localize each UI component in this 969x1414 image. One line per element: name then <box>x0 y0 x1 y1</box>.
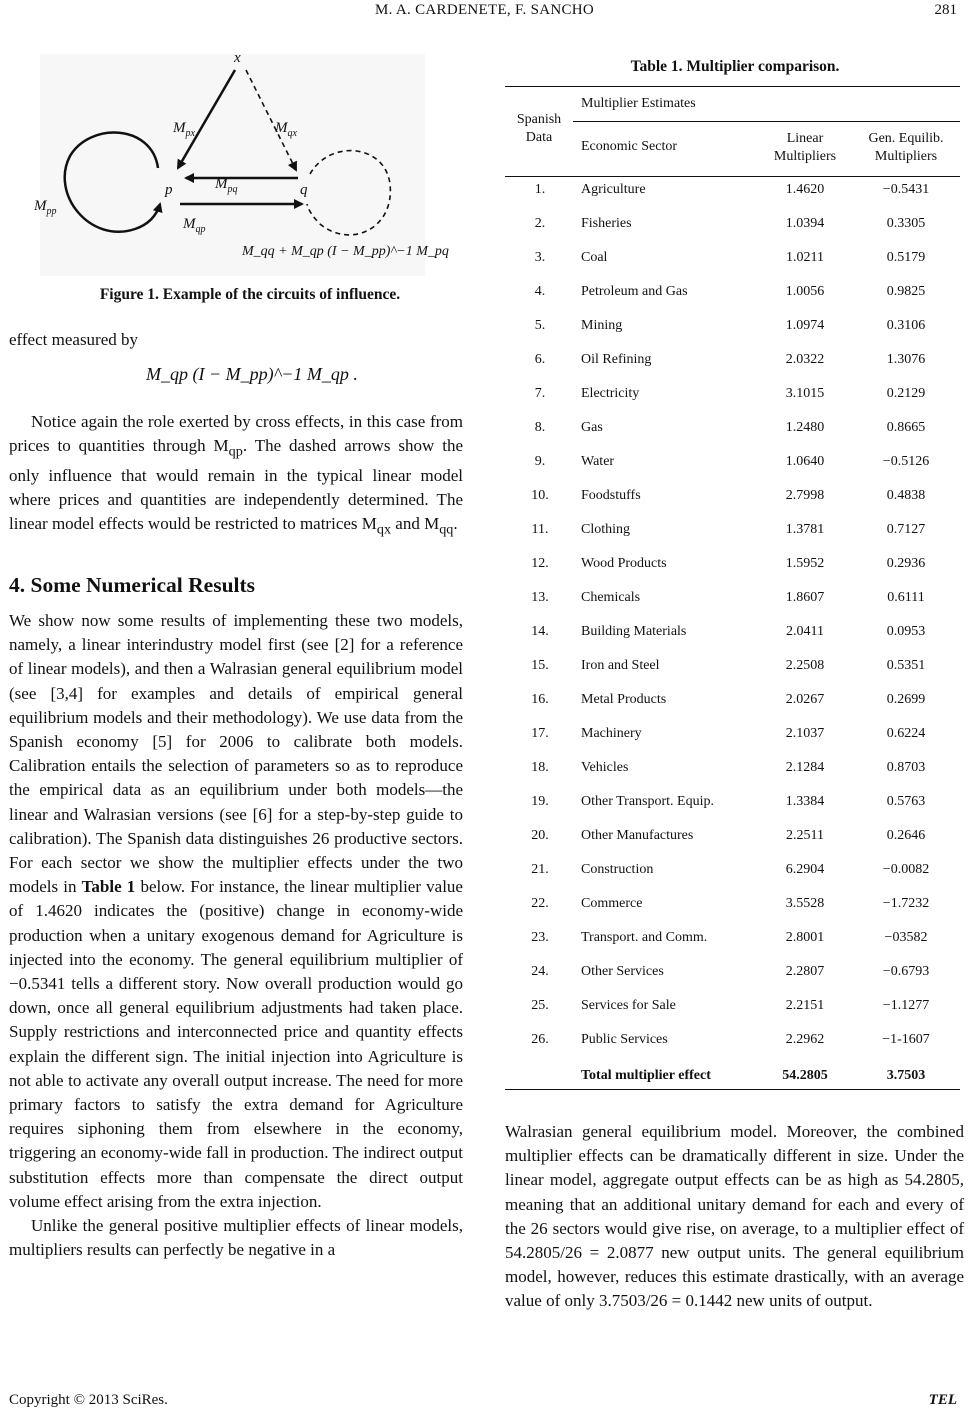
row-sector: Other Transport. Equip. <box>581 794 714 809</box>
row-ge-multiplier: 0.8703 <box>886 760 926 775</box>
header-linear-multipliers: Linear Multipliers <box>773 131 837 164</box>
row-sector: Clothing <box>581 522 631 537</box>
row-linear-multiplier: 1.4620 <box>785 182 825 197</box>
row-ge-multiplier: 1.3076 <box>886 352 926 367</box>
row-linear-multiplier: 2.2962 <box>785 1032 825 1047</box>
row-number: 22. <box>531 896 549 911</box>
row-sector: Commerce <box>581 896 643 911</box>
row-sector: Other Manufactures <box>581 828 694 843</box>
row-number: 14. <box>531 624 549 639</box>
row-number: 26. <box>531 1032 549 1047</box>
row-number: 13. <box>531 590 549 605</box>
row-ge-multiplier: 0.2646 <box>886 828 926 843</box>
row-ge-multiplier: 0.2129 <box>886 386 926 401</box>
row-ge-multiplier: 0.4838 <box>886 488 926 503</box>
table-title: Table 1. Multiplier comparison. <box>630 58 840 75</box>
row-ge-multiplier: 0.9825 <box>886 284 926 299</box>
node-p-label: p <box>165 182 173 198</box>
row-sector: Foodstuffs <box>581 488 641 503</box>
table-header-rule <box>505 176 960 177</box>
row-sector: Electricity <box>581 386 640 401</box>
row-ge-multiplier: 0.2936 <box>886 556 926 571</box>
row-ge-multiplier: 0.0953 <box>886 624 926 639</box>
row-linear-multiplier: 2.1037 <box>785 726 825 741</box>
row-ge-multiplier: −1.1277 <box>882 998 930 1013</box>
row-linear-multiplier: 6.2904 <box>785 862 825 877</box>
row-ge-multiplier: 0.5179 <box>886 250 926 265</box>
paragraph-unlike: Unlike the general positive multiplier effects of linear models, multipliers results can perfectly be negative in a <box>9 1216 463 1260</box>
row-ge-multiplier: −0.0082 <box>882 862 930 877</box>
page-number: 281 <box>934 2 957 18</box>
display-formula: M_qp (I − M_pp)^−1 M_qp . <box>146 364 358 384</box>
row-sector: Services for Sale <box>581 998 676 1013</box>
footer-copyright: Copyright © 2013 SciRes. <box>9 1392 168 1408</box>
row-number: 24. <box>531 964 549 979</box>
row-sector: Agriculture <box>581 182 646 197</box>
row-linear-multiplier: 1.5952 <box>785 556 825 571</box>
row-ge-multiplier: 0.3106 <box>886 318 926 333</box>
header-economic-sector: Economic Sector <box>581 139 678 154</box>
row-number: 8. <box>534 420 546 435</box>
table-top-rule <box>505 86 960 87</box>
row-linear-multiplier: 2.2151 <box>785 998 825 1013</box>
row-sector: Transport. and Comm. <box>581 930 708 945</box>
row-ge-multiplier: 0.6224 <box>886 726 926 741</box>
row-number: 20. <box>531 828 549 843</box>
row-number: 23. <box>531 930 549 945</box>
row-ge-multiplier: −03582 <box>884 930 928 945</box>
row-ge-multiplier: −0.6793 <box>882 964 930 979</box>
row-linear-multiplier: 2.8001 <box>785 930 825 945</box>
row-number: 19. <box>531 794 549 809</box>
row-linear-multiplier: 1.3384 <box>785 794 825 809</box>
intro-text: effect measured by <box>9 330 139 349</box>
section-heading: 4. Some Numerical Results <box>9 573 256 597</box>
row-ge-multiplier: 0.3305 <box>886 216 926 231</box>
row-sector: Fisheries <box>581 216 632 231</box>
row-sector: Wood Products <box>581 556 667 571</box>
paragraph-walrasian: Walrasian general equilibrium model. Moreover, the combined multiplier effects can be dramatically different in size. Under the linear model, aggregate output effects can be as high as 54.2805, meaning that an additional unitary demand for each and every of the 26 sectors would give rise, on average, to a multiplier effect of 54.2805/26 = 2.0877 new output units. The general equilibrium model, however, reduces this estimate drastically, with an average value of only 3.7503/26 = 0.1442 new units of output. <box>505 1122 964 1311</box>
row-linear-multiplier: 3.5528 <box>785 896 825 911</box>
row-linear-multiplier: 1.3781 <box>785 522 825 537</box>
row-number: 9. <box>534 454 546 469</box>
header-multiplier-estimates: Multiplier Estimates <box>581 96 696 111</box>
table-bottom-rule <box>505 1089 960 1090</box>
row-number: 3. <box>534 250 546 265</box>
row-linear-multiplier: 2.1284 <box>785 760 825 775</box>
row-number: 4. <box>534 284 546 299</box>
row-linear-multiplier: 1.0211 <box>786 250 824 265</box>
running-header-authors: M. A. CARDENETE, F. SANCHO <box>374 2 595 18</box>
row-linear-multiplier: 1.8607 <box>785 590 825 605</box>
mqx-label: $M_{qx}$ <box>275 120 297 139</box>
row-number: 2. <box>534 216 546 231</box>
total-label: Total multiplier effect <box>581 1068 711 1083</box>
mpp-label: $M_{pp}$ <box>34 198 57 217</box>
node-x-label: x <box>234 50 241 66</box>
row-sector: Iron and Steel <box>581 658 660 673</box>
row-linear-multiplier: 1.0394 <box>785 216 825 231</box>
row-number: 1. <box>534 182 546 197</box>
row-sector: Chemicals <box>581 590 641 605</box>
row-ge-multiplier: 0.5351 <box>886 658 926 673</box>
footer-journal: TEL <box>928 1392 957 1408</box>
row-sector: Vehicles <box>581 760 629 775</box>
node-q-label: q <box>300 182 308 198</box>
row-ge-multiplier: −1-1607 <box>882 1032 930 1047</box>
row-linear-multiplier: 1.0640 <box>785 454 825 469</box>
row-number: 21. <box>531 862 549 877</box>
row-number: 5. <box>534 318 546 333</box>
total-ge: 3.7503 <box>886 1068 926 1083</box>
paragraph-numerical-results: We show now some results of implementing these two models, namely, a linear interindustry model first (see [2] for a reference of linear models), and then a Walrasian general equilibrium model (see [3,4] for examples and details of empirical general equilibrium models and their methodology). We use data from the Spanish economy [5] for 2006 to calibrate both models. Calibration entails the selection of parameters so as to reproduce the empirical data as an equilibrium under both models—the linear and Walrasian versions (see [6] for a step-by-step guide to calibration). The Spanish data distinguishes 26 productive sectors. For each sector we show the multiplier effects under the two models in Table 1 below. For instance, the linear multiplier value of 1.4620 indicates the (positive) change in economy-wide production when a unitary exogenous demand for Agriculture is injected into the economy. The general equilibrium multiplier of −0.5341 tells a different story. Now overall production would go down, once all general equilibrium adjustments had taken place. Supply restrictions and interconnected price and quantity effects explain the different sign. The initial injection into Agriculture is not able to activate any overall output increase. The need for more primary factors to satisfy the extra demand for Agriculture requires siphoning them from elsewhere in the economy, triggering an economy-wide fall in production. The indirect output substitution effects more than compensate the direct output volume effect arising from the extra injection. Unlike the general positive multiplier effects of linear models, multipliers results can perfectly be negative in a <box>9 609 463 1262</box>
row-number: 10. <box>531 488 549 503</box>
total-linear: 54.2805 <box>782 1068 828 1083</box>
row-number: 18. <box>531 760 549 775</box>
row-sector: Machinery <box>581 726 642 741</box>
row-sector: Water <box>581 454 615 469</box>
row-number: 7. <box>534 386 546 401</box>
row-linear-multiplier: 1.0974 <box>785 318 825 333</box>
row-linear-multiplier: 2.0411 <box>786 624 824 639</box>
row-number: 6. <box>534 352 546 367</box>
row-number: 11. <box>531 522 549 537</box>
row-ge-multiplier: 0.6111 <box>887 590 925 605</box>
row-linear-multiplier: 2.0322 <box>785 352 825 367</box>
row-ge-multiplier: −0.5126 <box>882 454 930 469</box>
row-ge-multiplier: 0.5763 <box>886 794 926 809</box>
row-number: 25. <box>531 998 549 1013</box>
row-sector: Coal <box>581 250 608 265</box>
row-linear-multiplier: 2.2807 <box>785 964 825 979</box>
mqp-label: $M_{qp}$ <box>183 216 206 235</box>
header-ge-multipliers: Gen. Equilib. Multipliers <box>868 131 944 164</box>
row-sector: Building Materials <box>581 624 687 639</box>
row-sector: Oil Refining <box>581 352 652 367</box>
table-group-rule <box>573 121 960 122</box>
header-spanish-data: Spanish Data <box>516 112 562 145</box>
row-number: 17. <box>531 726 549 741</box>
row-linear-multiplier: 2.0267 <box>785 692 825 707</box>
mpx-label: $M_{px}$ <box>173 120 195 139</box>
row-sector: Metal Products <box>581 692 667 707</box>
row-ge-multiplier: 0.2699 <box>886 692 926 707</box>
row-ge-multiplier: 0.7127 <box>886 522 926 537</box>
row-ge-multiplier: −1.7232 <box>882 896 930 911</box>
paragraph-cross-effects: Notice again the role exerted by cross effects, in this case from prices to quantities through $M_{qp}$. The dashed arrows show the only influence that would remain in the typical linear model where prices and quantities are independently determined. The linear model effects would be restricted to matrices $M_{qx}$ and $M_{qq}$. <box>9 412 463 538</box>
figure-caption: Figure 1. Example of the circuits of influence. <box>99 286 401 303</box>
row-number: 15. <box>531 658 549 673</box>
row-number: 12. <box>531 556 549 571</box>
row-sector: Construction <box>581 862 654 877</box>
row-linear-multiplier: 3.1015 <box>785 386 825 401</box>
row-sector: Other Services <box>581 964 664 979</box>
row-ge-multiplier: 0.8665 <box>886 420 926 435</box>
row-linear-multiplier: 1.2480 <box>785 420 825 435</box>
figure-equation: M_qq + M_qp (I − M_pp)^−1 M_pq <box>242 244 449 259</box>
row-linear-multiplier: 1.0056 <box>785 284 825 299</box>
row-sector: Public Services <box>581 1032 668 1047</box>
row-number: 16. <box>531 692 549 707</box>
mpq-label: $M_{pq}$ <box>215 176 238 195</box>
row-linear-multiplier: 2.2508 <box>785 658 825 673</box>
row-linear-multiplier: 2.7998 <box>785 488 825 503</box>
row-sector: Gas <box>581 420 603 435</box>
row-linear-multiplier: 2.2511 <box>786 828 824 843</box>
row-sector: Mining <box>581 318 623 333</box>
row-ge-multiplier: −0.5431 <box>882 182 930 197</box>
row-sector: Petroleum and Gas <box>581 284 688 299</box>
